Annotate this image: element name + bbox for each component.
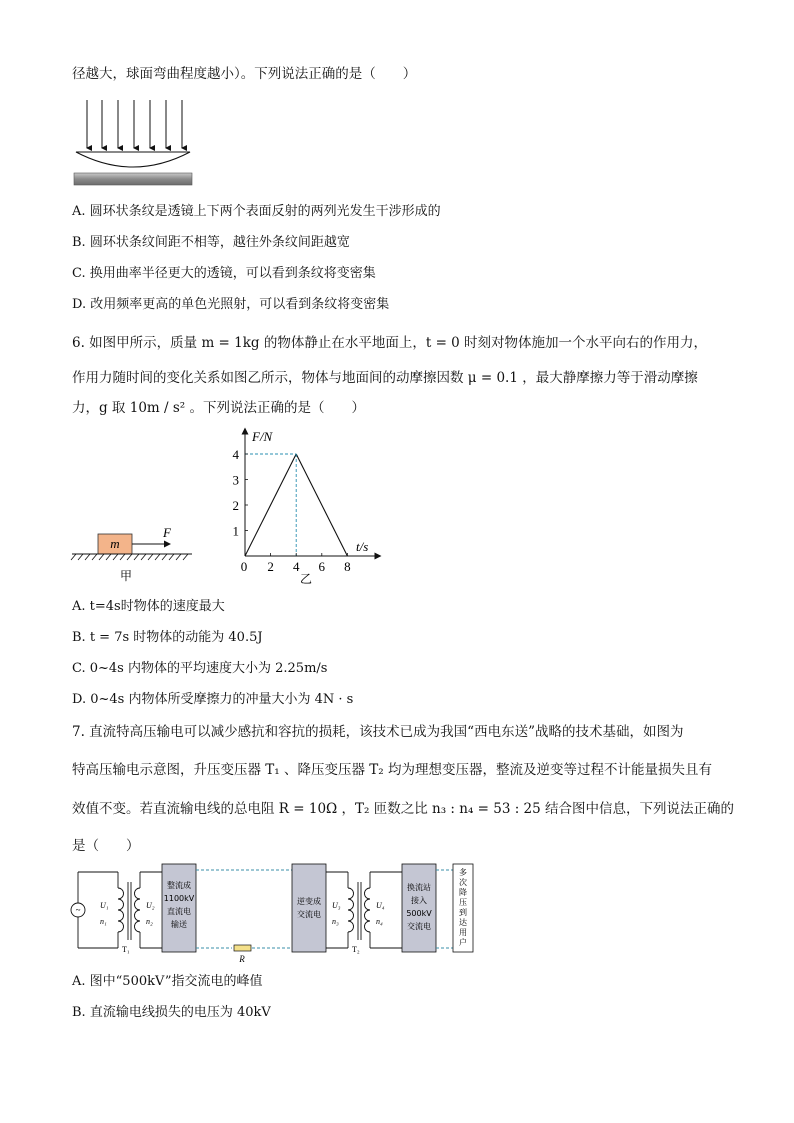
q7-option-a: A. 图中“500kV”指交流电的峰值 (72, 974, 263, 989)
x-tick-label: 4 (292, 559, 300, 574)
y-tick-label: 1 (232, 523, 239, 539)
x-tick-label: 2 (267, 559, 274, 574)
label-t2: T₂ (352, 945, 360, 954)
q7-stem-line4: 是（ ） (72, 838, 140, 854)
ground-hatching (71, 554, 188, 560)
distribution-char-8: 户 (459, 938, 467, 947)
distribution-char-4: 压 (459, 898, 467, 907)
figure-jia (70, 520, 200, 590)
rectifier-text-1: 整流成 (167, 881, 191, 890)
rectifier-text-2: 1100kV (163, 894, 195, 903)
plano-convex-lens (76, 152, 190, 167)
y-tick-label: 3 (232, 472, 239, 488)
q7-stem-line2: 特高压输电示意图，升压变压器 T₁ 、降压变压器 T₂ 均为理想变压器，整流及逆变等过程不计能量损失且有 (72, 762, 712, 778)
t1-secondary-coil (135, 888, 141, 932)
label-u3: U₃ (332, 901, 341, 910)
q5-option-c: C. 换用曲率半径更大的透镜，可以看到条纹将变密集 (72, 266, 376, 281)
label-n2: n₂ (146, 917, 153, 926)
q7-stem-line1: 7. 直流特高压输电可以减少感抗和容抗的损耗，该技术已成为我国“西电东送”战略的技术基础，如图为 (72, 724, 684, 740)
label-n1: n₁ (100, 917, 107, 926)
converter-text-2: 接入 (411, 896, 427, 905)
force-time-chart (228, 425, 388, 590)
lens-figure (70, 96, 200, 188)
t1-primary-coil (118, 888, 124, 932)
x-axis-label: t/s (356, 539, 369, 554)
q5-intro-tail: 径越大，球面弯曲程度越小）。下列说法正确的是（ ） (72, 66, 417, 82)
x-tick-label: 6 (318, 559, 326, 574)
label-t1: T₁ (122, 945, 130, 954)
label-u4: U₄ (376, 901, 385, 910)
y-tick-label: 4 (232, 447, 239, 462)
q5-option-a: A. 圆环状条纹是透镜上下两个表面反射的两列光发生干涉形成的 (72, 204, 441, 219)
distribution-char-1: 多 (459, 868, 467, 877)
label-u2: U₂ (146, 901, 155, 910)
distribution-char-5: 到 (459, 908, 467, 917)
force-line-segment (296, 454, 347, 556)
distribution-char-2: 次 (459, 878, 467, 887)
transmission-circuit (70, 860, 480, 970)
rectifier-text-4: 输送 (171, 920, 187, 929)
resistor-label: R (239, 954, 245, 964)
q6-option-c: C. 0~4s 内物体的平均速度大小为 2.25m/s (72, 661, 328, 676)
figure-jia-caption: 甲 (119, 569, 133, 583)
converter-text-3: 500kV (406, 909, 432, 918)
distribution-char-6: 达 (459, 918, 467, 927)
q6-option-d: D. 0~4s 内物体所受摩擦力的冲量大小为 4N · s (72, 692, 354, 707)
q6-option-a: A. t=4s时物体的速度最大 (72, 599, 225, 614)
figure-yi-caption: 乙 (299, 572, 313, 586)
q6-stem-line1: 6. 如图甲所示，质量 m = 1kg 的物体静止在水平地面上，t = 0 时刻对物体施加一个水平向右的作用力， (72, 335, 708, 351)
q6-stem-line3: 力，g 取 10m / s² 。下列说法正确的是（ ） (72, 400, 365, 416)
converter-text-1: 换流站 (407, 883, 431, 892)
t2-secondary-coil (365, 888, 371, 932)
ac-source-symbol: ~ (75, 905, 81, 915)
label-n3: n₃ (332, 917, 339, 926)
block-mass-label: m (110, 536, 120, 551)
q6-stem-line2: 作用力随时间的变化关系如图乙所示，物体与地面间的动摩擦因数 μ = 0.1 ，最大静摩擦力等于滑动摩擦 (72, 370, 698, 386)
distribution-char-3: 降 (459, 888, 467, 897)
q7-option-b: B. 直流输电线损失的电压为 40kV (72, 1005, 271, 1020)
light-rays (87, 100, 182, 148)
label-u1: U₁ (100, 901, 109, 910)
y-axis-label: F/N (252, 429, 273, 444)
q6-option-b: B. t = 7s 时物体的动能为 40.5J (72, 630, 263, 645)
t2-primary-coil (348, 888, 354, 932)
x-tick-label: 8 (344, 559, 351, 574)
glass-plate (74, 173, 192, 185)
y-tick-label: 2 (232, 498, 239, 513)
force-label: F (163, 525, 171, 540)
converter-text-4: 交流电 (407, 922, 431, 931)
inverter-box (292, 864, 326, 952)
resistor-r (234, 945, 251, 951)
force-line-segment (245, 454, 296, 556)
q7-stem-line3: 效值不变。若直流输电线的总电阻 R = 10Ω ，T₂ 匝数之比 n₃ : n₄ = 53 : 25 结合图中信息，下列说法正确的 (72, 801, 735, 817)
converter-station-box (402, 864, 436, 952)
inverter-text-2: 交流电 (297, 910, 321, 919)
label-n4: n₄ (376, 917, 383, 926)
x-tick-label: 0 (240, 559, 248, 574)
rectifier-text-3: 直流电 (167, 907, 191, 916)
inverter-text-1: 逆变成 (297, 897, 321, 906)
distribution-char-7: 用 (459, 928, 467, 937)
q5-option-d: D. 改用频率更高的单色光照射，可以看到条纹将变密集 (72, 297, 390, 312)
q5-option-b: B. 圆环状条纹间距不相等，越往外条纹间距越宽 (72, 235, 350, 250)
